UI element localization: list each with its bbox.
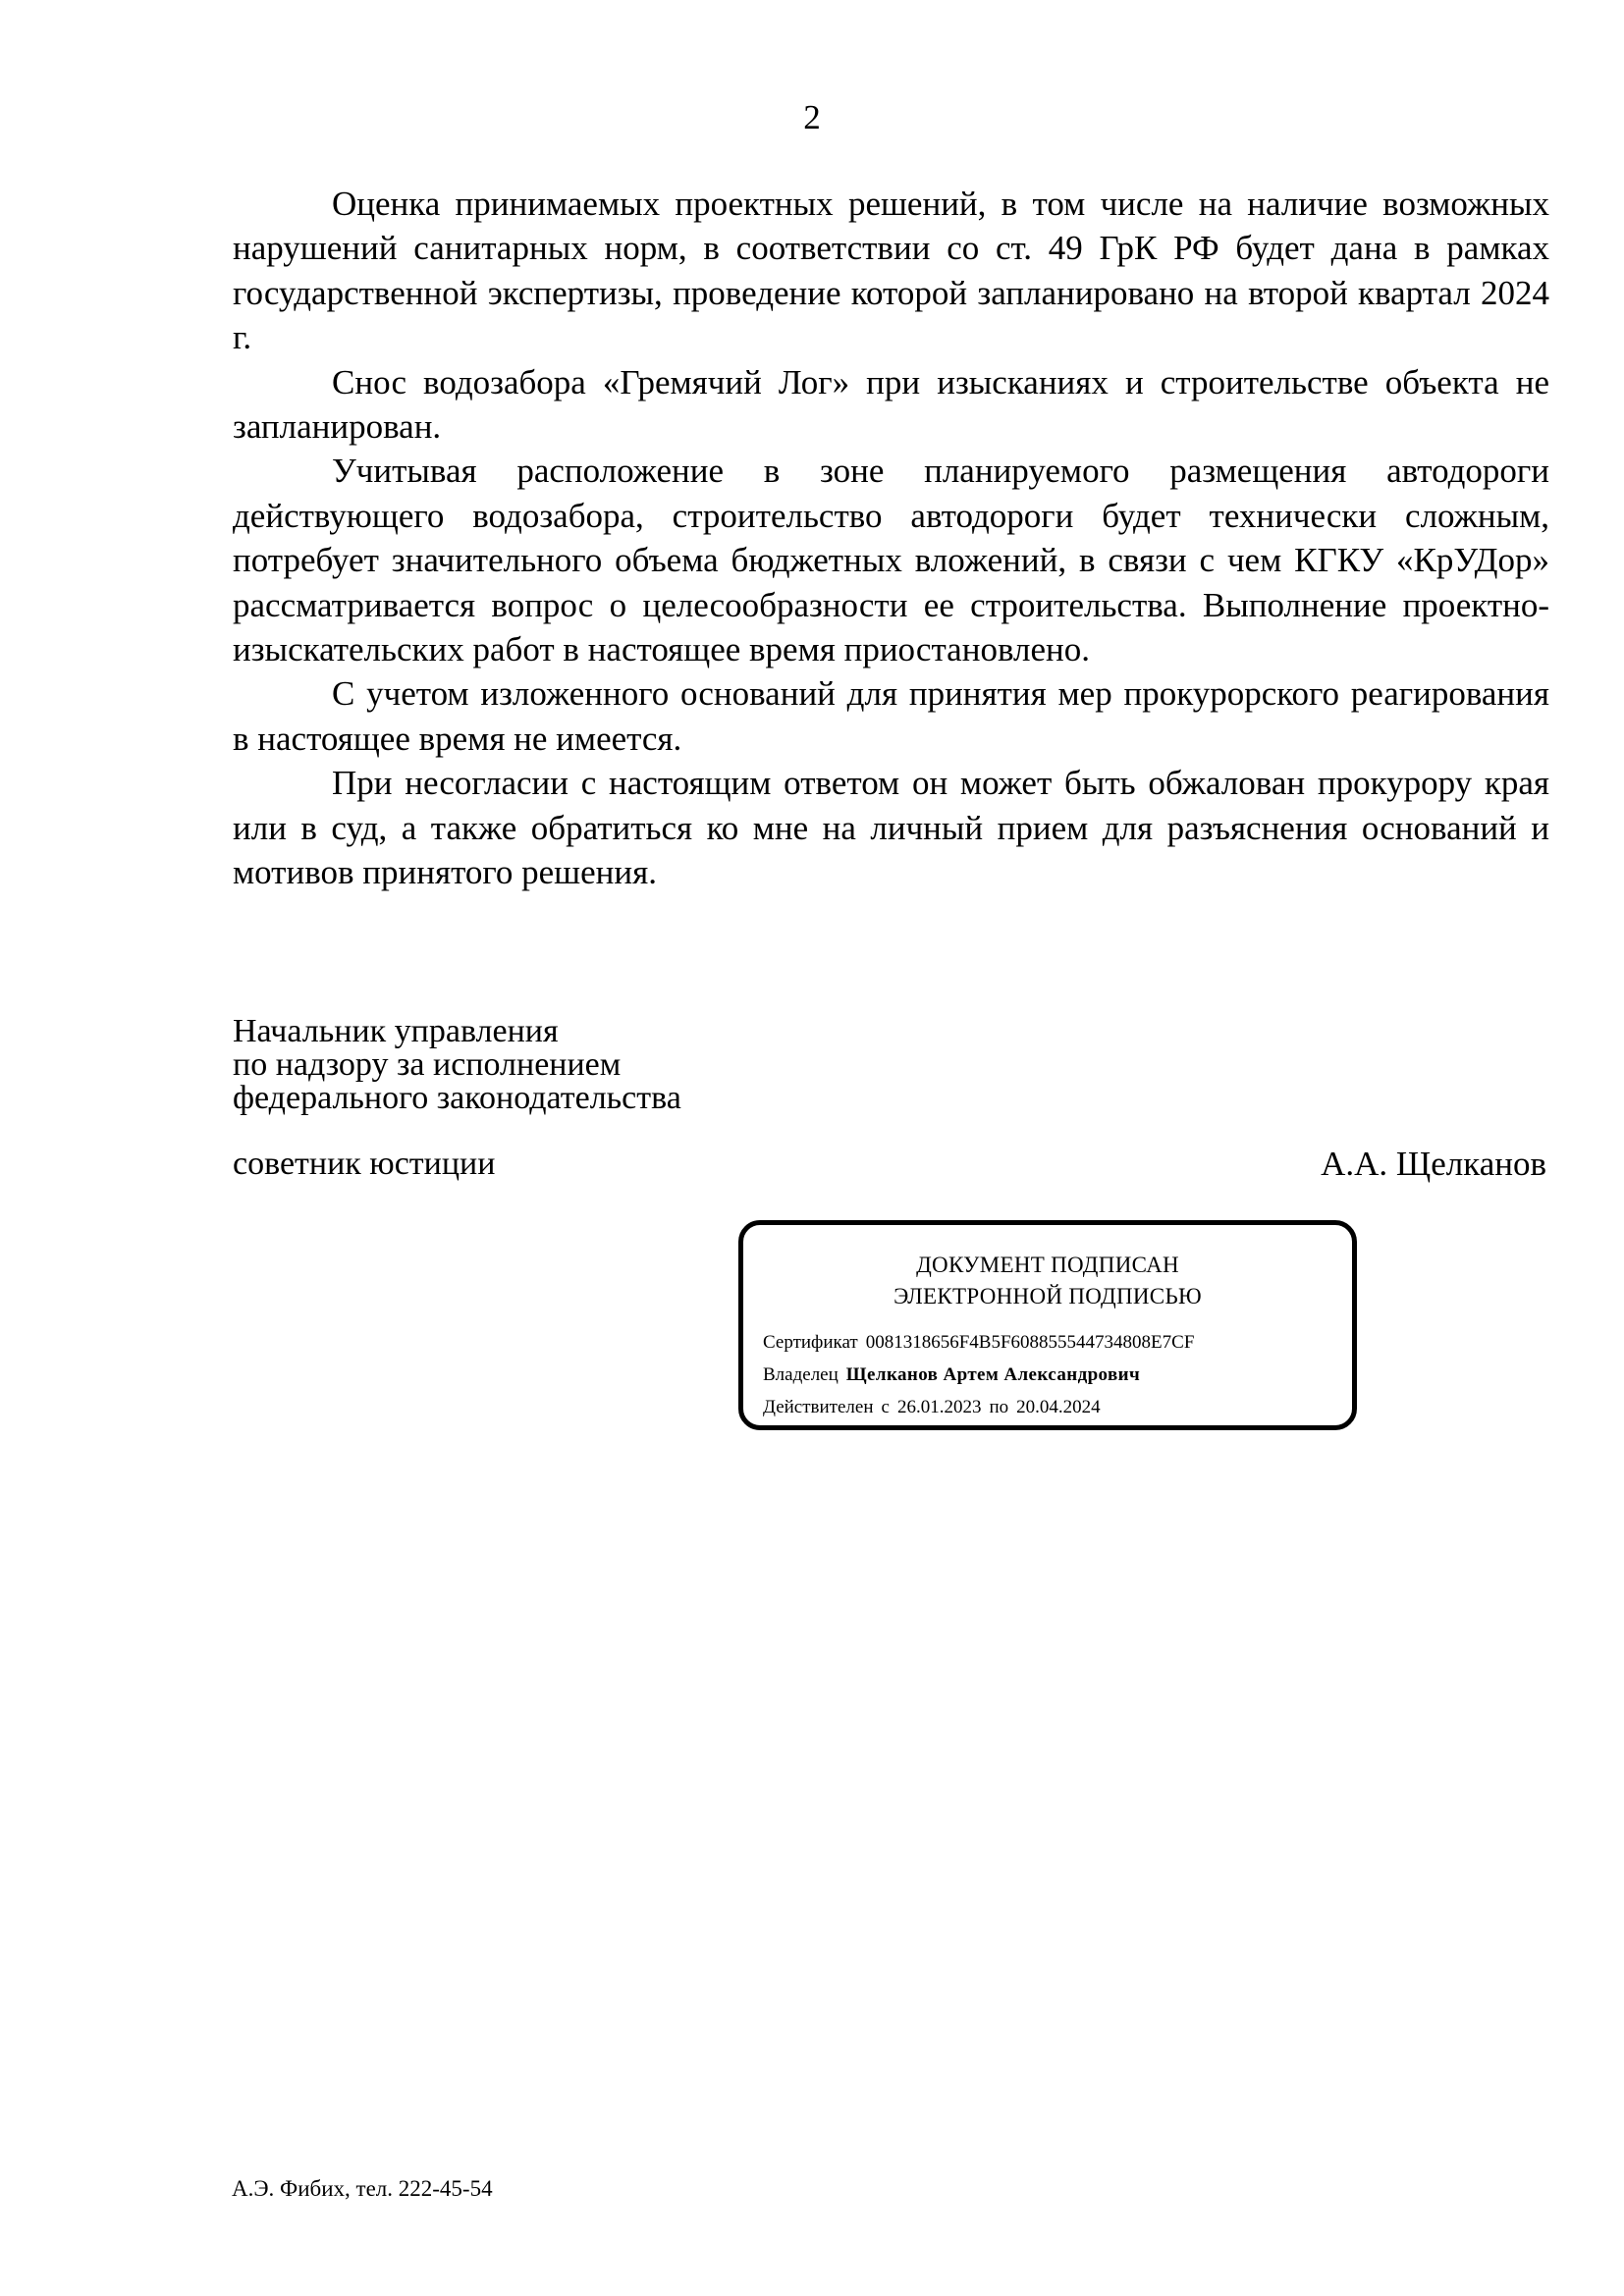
electronic-signature-stamp — [738, 1220, 1357, 1430]
valid-from-date: 26.01.2023 — [896, 1397, 982, 1417]
executor-contact: А.Э. Фибих, тел. 222-45-54 — [232, 2176, 493, 2201]
stamp-title — [743, 1250, 1352, 1312]
paragraph-road-construction: Учитывая расположение в зоне планируемого размещения автодороги действующего водозабора, строительство автодороги будет технически сложным, потребует значительного объема бюджетных вложений, в связи с чем КГКУ «КрУДор» рассматривается вопрос о целесообразности ее строительства. Выполнение проектно-изыскательских работ в настоящее время приостановлено. — [233, 452, 1549, 669]
paragraph-conclusion: С учетом изложенного оснований для принятия мер прокурорского реагирования в настоящее время не имеется. — [233, 674, 1549, 758]
paragraph-appeal: При несогласии с настоящим ответом он может быть обжалован прокурору края или в суд, а также обратиться ко мне на личный прием для разъяснения оснований и мотивов принятого решения. — [233, 764, 1549, 892]
certificate-label: Сертификат — [763, 1332, 858, 1353]
owner-label: Владелец — [763, 1364, 839, 1385]
stamp-title-line: ДОКУМЕНТ ПОДПИСАН — [916, 1253, 1179, 1277]
position-line: федерального законодательства — [233, 1080, 681, 1116]
valid-from-label: с — [881, 1397, 890, 1417]
stamp-validity — [763, 1395, 1101, 1420]
certificate-value: 0081318656F4B5F608855544734808E7CF — [865, 1332, 1195, 1353]
page-number: 2 — [803, 98, 821, 136]
signatory-position — [233, 1015, 681, 1115]
letter-body — [233, 182, 1549, 895]
signatory-name: А.А. Щелканов — [1321, 1145, 1546, 1183]
valid-to-date: 20.04.2024 — [1016, 1397, 1101, 1417]
signatory-rank: советник юстиции — [233, 1146, 496, 1182]
stamp-certificate — [763, 1330, 1194, 1356]
valid-label: Действителен — [763, 1397, 874, 1417]
stamp-title-line: ЭЛЕКТРОННОЙ ПОДПИСЬЮ — [893, 1284, 1202, 1308]
valid-to-label: по — [989, 1397, 1009, 1417]
position-line: по надзору за исполнением — [233, 1046, 622, 1083]
stamp-owner — [763, 1362, 1140, 1388]
position-line: Начальник управления — [233, 1013, 559, 1049]
owner-value: Щелканов Артем Александрович — [845, 1364, 1141, 1385]
paragraph-expertise: Оценка принимаемых проектных решений, в том числе на наличие возможных нарушений санитарных норм, в соответствии со ст. 49 ГрК РФ будет дана в рамках государственной экспертизы, проведение которой запланировано на второй квартал 2024 г. — [233, 185, 1549, 357]
paragraph-water-intake: Снос водозабора «Гремячий Лог» при изысканиях и строительстве объекта не запланирован. — [233, 362, 1549, 447]
